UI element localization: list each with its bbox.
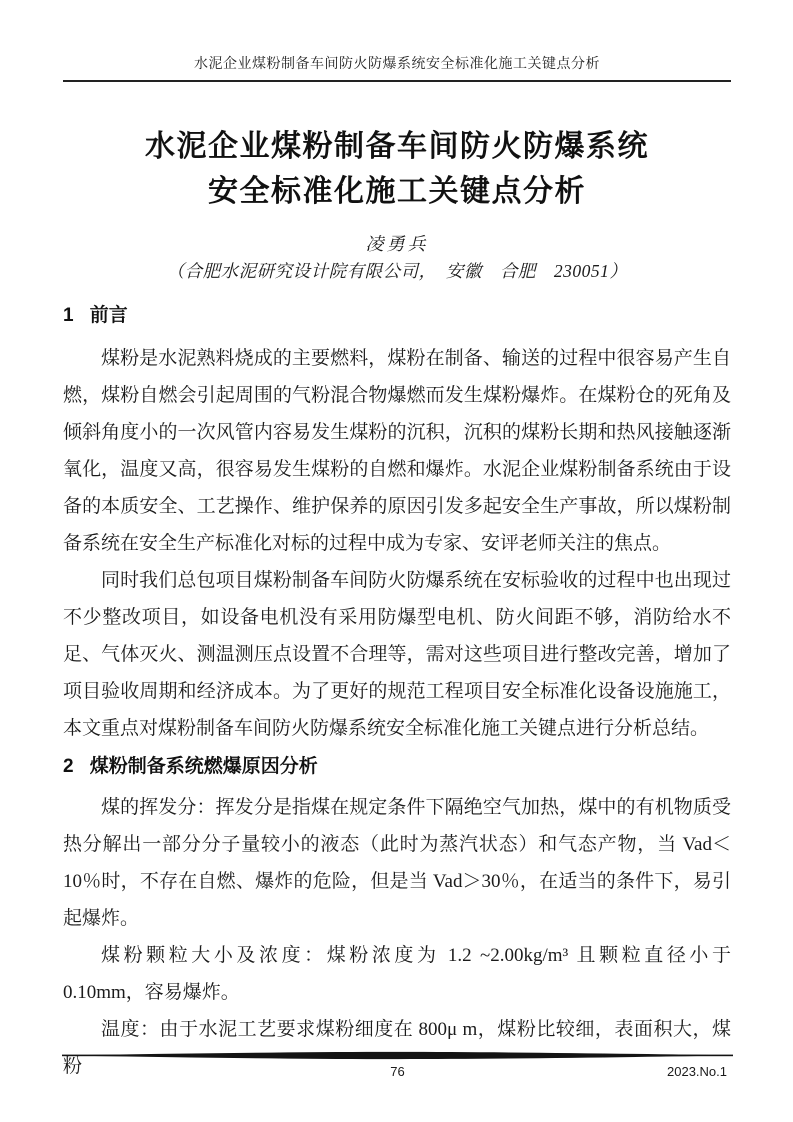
section-2-paragraph-1: 煤的挥发分：挥发分是指煤在规定条件下隔绝空气加热，煤中的有机物质受热分解出一部分分子量较小的液态（此时为蒸汽状态）和气态产物，当 Vad＜10％时，不存在自燃、爆炸的危险，但是当 Vad＞30％，在适当的条件下，易引起爆炸。: [63, 797, 731, 929]
section-2-number: 2: [63, 756, 74, 777]
page-header: [63, 55, 731, 82]
section-1-number: 1: [63, 305, 74, 326]
footer-decorative-rule: [62, 1051, 733, 1060]
header-rule: [63, 80, 731, 82]
section-heading-2: [63, 754, 731, 780]
issue-label: 2023.No.1: [667, 1064, 727, 1079]
page-number: 76: [390, 1064, 405, 1079]
section-2-title: 煤粉制备系统燃爆原因分析: [89, 756, 318, 777]
section-2-paragraph-2: 煤粉颗粒大小及浓度：煤粉浓度为 1.2 ~2.00kg/m³ 且颗粒直径小于 0.10mm，容易爆炸。: [63, 945, 731, 1003]
section-1-paragraph-2: 同时我们总包项目煤粉制备车间防火防爆系统在安标验收的过程中也出现过不少整改项目，如设备电机没有采用防爆型电机、防火间距不够，消防给水不足、气体灭火、测温测压点设置不合理等，需对这些项目进行整改完善，增加了项目验收周期和经济成本。为了更好的规范工程项目安全标准化设备设施施工，本文重点对煤粉制备车间防火防爆系统安全标准化施工关键点进行分析总结。: [63, 570, 731, 739]
article-body: [63, 124, 731, 1085]
page-footer: [62, 1051, 733, 1082]
running-header-title: 水泥企业煤粉制备车间防火防爆系统安全标准化施工关键点分析: [194, 57, 600, 72]
section-1-title: 前言: [89, 305, 128, 326]
section-2-paragraph-3: 温度：由于水泥工艺要求煤粉细度在 800μ m，煤粉比较细，表面积大，煤粉: [63, 1019, 731, 1077]
article-title-line2: 安全标准化施工关键点分析: [208, 175, 586, 208]
author-name: 凌勇兵: [365, 234, 429, 254]
footer-meta-row: [62, 1064, 733, 1082]
section-heading-1: [63, 303, 731, 329]
article-title: [63, 124, 731, 214]
article-title-line1: 水泥企业煤粉制备车间防火防爆系统: [145, 130, 649, 163]
author-affiliation: （合肥水泥研究设计院有限公司， 安徽 合肥 230051）: [166, 261, 628, 281]
section-1-paragraph-1: 煤粉是水泥熟料烧成的主要燃料，煤粉在制备、输送的过程中很容易产生自燃，煤粉自燃会引起周围的气粉混合物爆燃而发生煤粉爆炸。在煤粉仓的死角及倾斜角度小的一次风管内容易发生煤粉的沉积，沉积的煤粉长期和热风接触逐渐氧化，温度又高，很容易发生煤粉的自燃和爆炸。水泥企业煤粉制备系统由于设备的本质安全、工艺操作、维护保养的原因引发多起安全生产事故，所以煤粉制备系统在安全生产标准化对标的过程中成为专家、安评老师关注的焦点。: [63, 348, 731, 554]
